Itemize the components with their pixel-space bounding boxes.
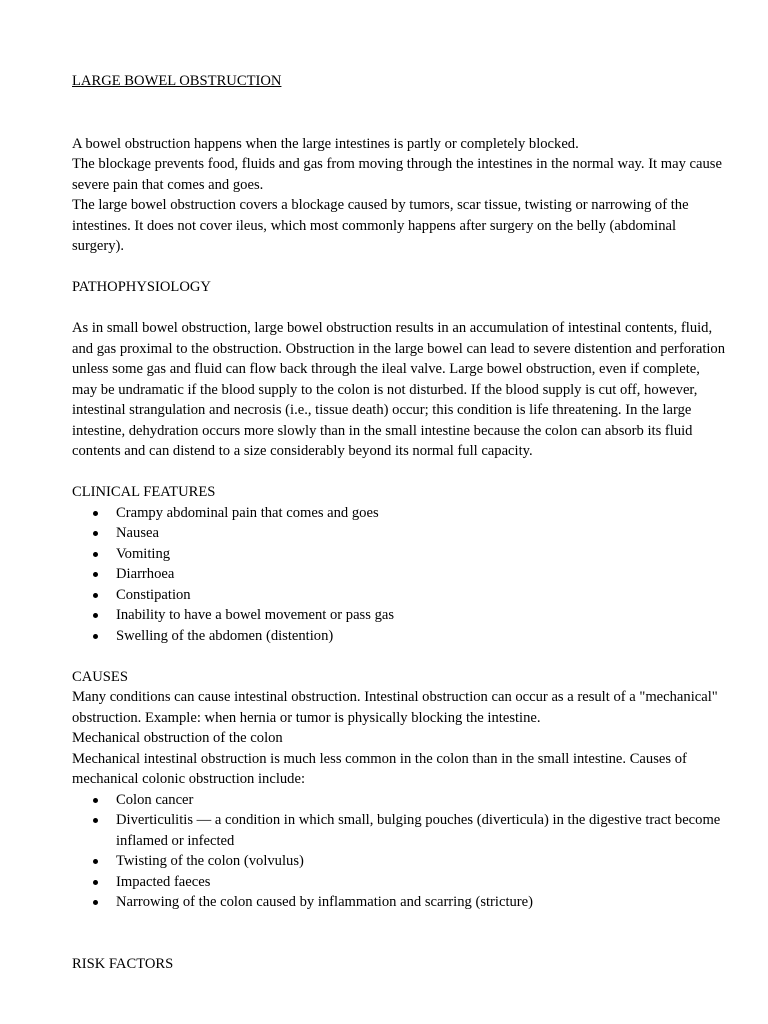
- document-page: [72, 62, 728, 974]
- clinical-features-heading: CLINICAL FEATURES: [72, 484, 216, 500]
- causes-subheading: Mechanical obstruction of the colon: [72, 730, 283, 746]
- risk-factors-heading: RISK FACTORS: [72, 955, 174, 972]
- list-item: Nausea: [116, 523, 728, 544]
- list-item: Impacted faeces: [116, 872, 728, 893]
- causes-paragraph: Mechanical intestinal obstruction is much less common in the colon than in the small intestine. Causes of mechanical colonic obstruction include:: [72, 750, 687, 787]
- list-item: Diarrhoea: [116, 564, 728, 585]
- list-item: Diverticulitis — a condition in which small, bulging pouches (diverticula) in the digestive tract become inflamed or infected: [116, 810, 728, 851]
- causes-heading: CAUSES: [72, 668, 128, 685]
- intro-paragraph: The blockage prevents food, fluids and gas from moving through the intestines in the normal way. It may cause severe pain that comes and goes.: [72, 156, 722, 193]
- list-item: Colon cancer: [116, 790, 728, 811]
- list-item: Constipation: [116, 585, 728, 606]
- causes-paragraph: Many conditions can cause intestinal obstruction. Intestinal obstruction can occur as a result of a "mechanical" obstruction. Example: when hernia or tumor is physically blocking the intestine.: [72, 689, 718, 726]
- clinical-features-list: [72, 503, 728, 647]
- list-item: Crampy abdominal pain that comes and goes: [116, 503, 728, 524]
- causes-list: [72, 790, 728, 913]
- document-title: LARGE BOWEL OBSTRUCTION: [72, 73, 282, 89]
- list-item: Twisting of the colon (volvulus): [116, 851, 728, 872]
- intro-section: [72, 134, 728, 257]
- list-item: Inability to have a bowel movement or pass gas: [116, 605, 728, 626]
- intro-paragraph: The large bowel obstruction covers a blockage caused by tumors, scar tissue, twisting or narrowing of the intestines. It does not cover ileus, which most commonly happens after surgery on the belly (abdominal surgery).: [72, 197, 689, 254]
- intro-paragraph: A bowel obstruction happens when the large intestines is partly or completely blocked.: [72, 135, 579, 152]
- pathophysiology-heading: PATHOPHYSIOLOGY: [72, 279, 211, 295]
- pathophysiology-paragraph: As in small bowel obstruction, large bowel obstruction results in an accumulation of intestinal contents, fluid, and gas proximal to the obstruction. Obstruction in the large bowel can lead to severe distention and perforation unless some gas and fluid can flow back through the ileal valve. Large bowel obstruction, even if complete, may be undramatic if the blood supply to the colon is not disturbed. If the blood supply is cut off, however, intestinal strangulation and necrosis (i.e., tissue death) occur; this condition is life threatening. In the large intestine, dehydration occurs more slowly than in the small intestine because the colon can absorb its fluid contents and can distend to a size considerably beyond its normal full capacity.: [72, 320, 726, 459]
- list-item: Narrowing of the colon caused by inflammation and scarring (stricture): [116, 892, 728, 913]
- list-item: Swelling of the abdomen (distention): [116, 626, 728, 647]
- list-item: Vomiting: [116, 544, 728, 565]
